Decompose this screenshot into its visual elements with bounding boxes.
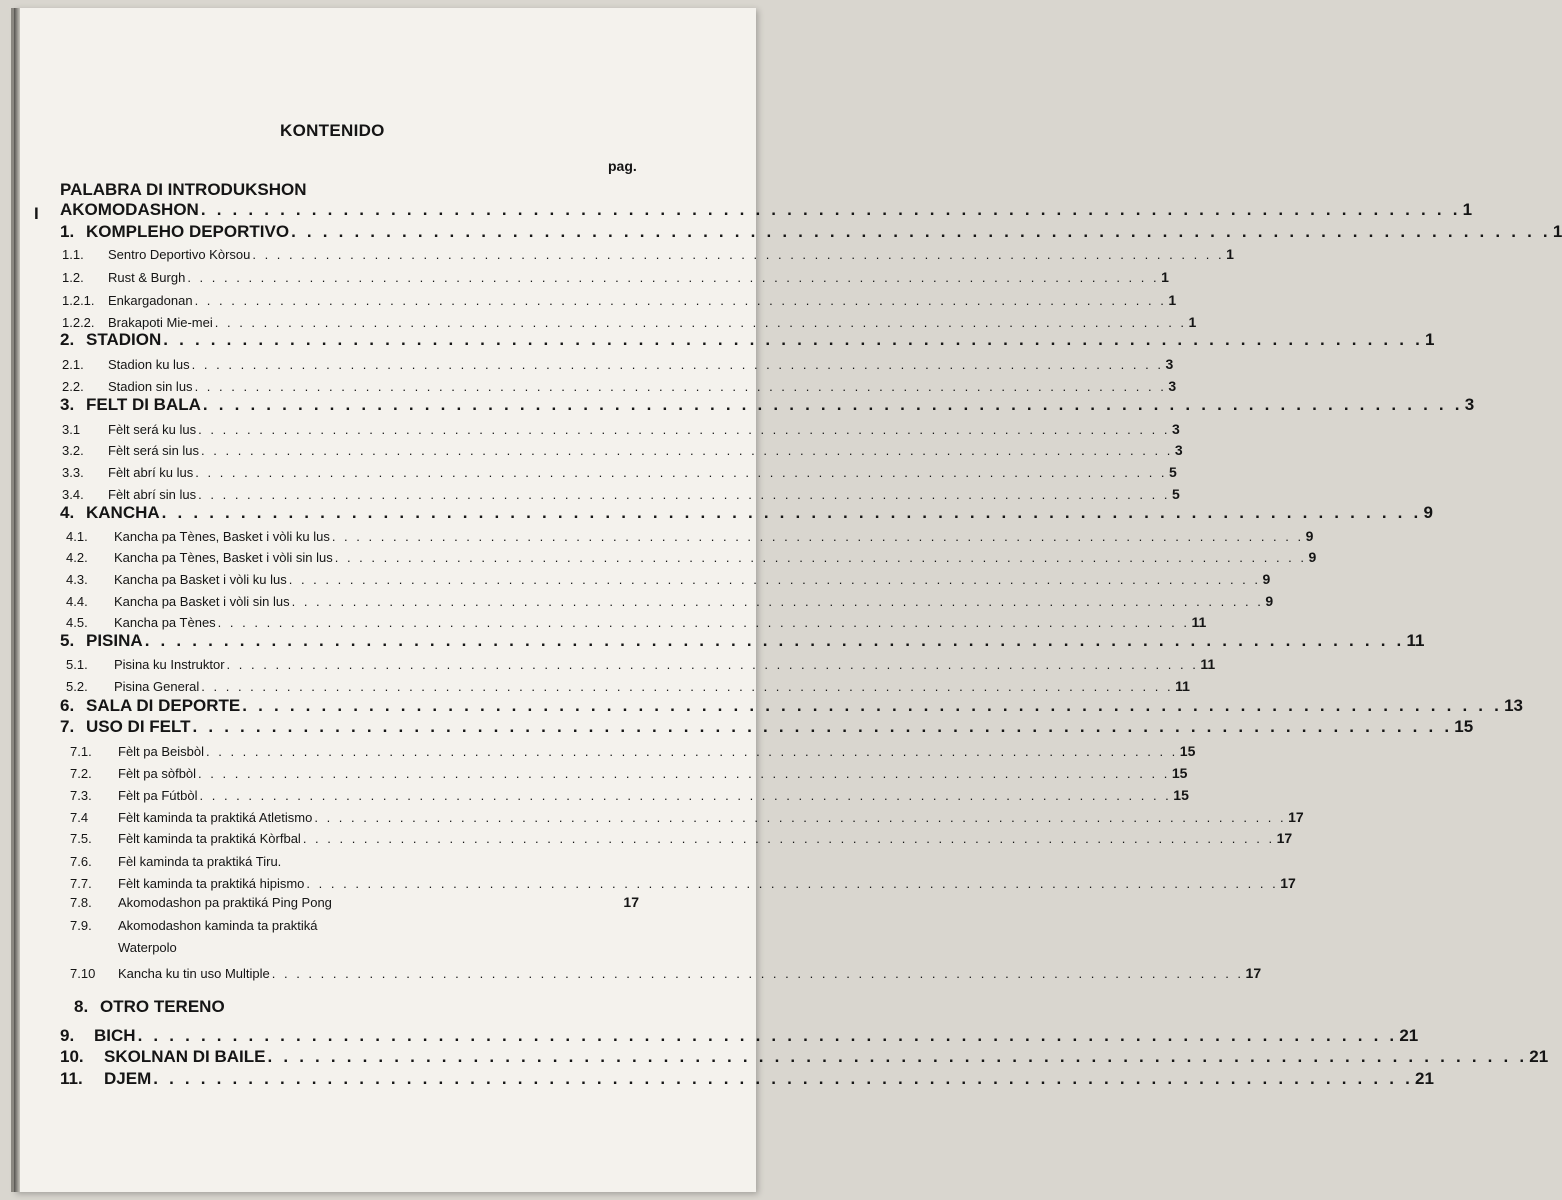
toc-entry-title: Fèlt pa Fútbòl: [118, 788, 198, 803]
dot-leader: . . . . . . . . . . . . . . . . . . . . . . . . . . . . . . . . . . . . . . . . . . . . . . . . . . . . . . . . . . . . . . . . . . . . . . . . . . . . . . . .: [200, 200, 1461, 219]
toc-entry-number: 4.3.: [66, 572, 88, 587]
toc-entry-page: 15: [1454, 717, 1474, 736]
toc-entry: [70, 875, 1296, 891]
toc-entry-title: Akomodashon pa praktiká Ping Pong: [118, 895, 332, 910]
toc-entry-number: 10.: [60, 1047, 84, 1066]
toc-entry: [66, 656, 1216, 672]
toc-entry-number: 4.4.: [66, 594, 88, 609]
toc-entry-page: 13: [1504, 696, 1523, 715]
toc-entry-title: PISINA: [86, 631, 143, 650]
toc-entry: [70, 765, 1188, 781]
toc-entry: [66, 614, 1207, 630]
toc-entry-title: Brakapoti Mie-mei: [108, 315, 213, 330]
toc-entry-number: 7.1.: [70, 744, 92, 759]
toc-entry: [62, 269, 1169, 285]
toc-entry-page: 17: [623, 894, 639, 910]
toc-entry: [60, 631, 1425, 651]
toc-entry: [62, 292, 1177, 308]
toc-entry-number: 5.2.: [66, 679, 88, 694]
toc-entry-title: AKOMODASHON: [60, 200, 199, 219]
toc-entry-page: 1: [1425, 330, 1435, 349]
toc-entry-title: Pisina General: [114, 679, 200, 694]
toc-entry-number: 7.9.: [70, 918, 92, 933]
document-page: [14, 8, 1562, 1192]
toc-entry-number: 1.: [60, 222, 75, 241]
page-column-label: pag.: [608, 158, 637, 174]
toc-entry-title: KANCHA: [86, 503, 160, 522]
toc-entry: [62, 464, 1177, 480]
toc-entry-number: 3.1: [62, 422, 81, 437]
toc-entry: [70, 854, 639, 869]
dot-leader: . . . . . . . . . . . . . . . . . . . . . . . . . . . . . . . . . . . . . . . . . . . . . . . . . . . . . . . . . . . . . . . . . . . . . . . . . . . . . . . .: [306, 876, 1279, 891]
toc-entry-number: 7.: [60, 717, 75, 736]
dot-leader: . . . . . . . . . . . . . . . . . . . . . . . . . . . . . . . . . . . . . . . . . . . . . . . . . . . . . . . . . . . . . . . . . . . . . . . . . . . . . . . .: [267, 1047, 1528, 1066]
dot-leader: . . . . . . . . . . . . . . . . . . . . . . . . . . . . . . . . . . . . . . . . . . . . . . . . . . . . . . . . . . . . . . . . . . . . . . . . . . . . . . . .: [291, 222, 1551, 241]
toc-entry: [62, 378, 1177, 394]
toc-entry-number: 4.5.: [66, 615, 88, 630]
toc-entry-page: 3: [1165, 356, 1174, 372]
toc-entry-title: Kancha pa Tènes: [114, 615, 216, 630]
dot-leader: . . . . . . . . . . . . . . . . . . . . . . . . . . . . . . . . . . . . . . . . . . . . . . . . . . . . . . . . . . . . . . . . . . . . . . . . . . . . . . . .: [288, 572, 1261, 587]
toc-entry-number: 7.7.: [70, 876, 92, 891]
toc-entry-page: 15: [1179, 743, 1196, 759]
toc-entry: [60, 717, 1474, 737]
toc-entry: [70, 787, 1189, 803]
toc-entry-title: STADION: [86, 330, 162, 349]
toc-entry-page: 3: [1174, 442, 1183, 458]
dot-leader: . . . . . . . . . . . . . . . . . . . . . . . . . . . . . . . . . . . . . . . . . . . . . . . . . . . . . . . . . . . . . . . . . . . . . . . . . . . . . . . .: [302, 831, 1275, 846]
toc-entry: [62, 246, 1234, 262]
toc-entry-title: Fèlt abrí sin lus: [108, 487, 197, 502]
dot-leader: . . . . . . . . . . . . . . . . . . . . . . . . . . . . . . . . . . . . . . . . . . . . . . . . . . . . . . . . . . . . . . . . . . . . . . . . . . . . . . . .: [252, 247, 1225, 262]
toc-entry-number: 4.: [60, 503, 75, 522]
toc-entry-number: 3.4.: [62, 487, 84, 502]
toc-entry-title: Kancha pa Basket i vòli ku lus: [114, 572, 287, 587]
toc-entry-number: 3.: [60, 395, 75, 414]
toc-entry-number: 7.4: [70, 810, 89, 825]
toc-entry-page: 9: [1305, 528, 1314, 544]
toc-entry-title: Fèlt kaminda ta praktiká Atletismo: [118, 810, 313, 825]
toc-entry-page: 5: [1171, 486, 1180, 502]
dot-leader: . . . . . . . . . . . . . . . . . . . . . . . . . . . . . . . . . . . . . . . . . . . . . . . . . . . . . . . . . . . . . . . . . . . . . . . . . . . . . . . .: [194, 293, 1167, 308]
toc-entry-title: BICH: [94, 1026, 136, 1045]
toc-entry-title: Waterpolo: [118, 940, 177, 955]
toc-entry-page: 1: [1161, 269, 1169, 285]
toc-entry-number: 1.1.: [62, 247, 84, 262]
toc-entry-number: 6.: [60, 696, 75, 715]
toc-entry: [70, 940, 639, 955]
toc-entry-title: Pisina ku Instruktor: [114, 657, 225, 672]
toc-entry: [70, 918, 639, 933]
dot-leader: . . . . . . . . . . . . . . . . . . . . . . . . . . . . . . . . . . . . . . . . . . . . . . . . . . . . . . . . . . . . . . . . . . . . . . . . . . . . . . . .: [198, 487, 1170, 502]
toc-entry-number: 4.2.: [66, 550, 88, 565]
dot-leader: . . . . . . . . . . . . . . . . . . . . . . . . . . . . . . . . . . . . . . . . . . . . . . . . . . . . . . . . . . . . . . . . . . . . . . . . . . . . . . . .: [137, 1026, 1398, 1045]
toc-entry: [74, 997, 639, 1017]
toc-entry: [62, 314, 1197, 330]
toc-entry-page: 1: [1226, 246, 1234, 262]
toc-entry-number: 7.6.: [70, 854, 92, 869]
toc-entry-number: 3.3.: [62, 465, 84, 480]
toc-entry-number: 9.: [60, 1026, 75, 1045]
dot-leader: . . . . . . . . . . . . . . . . . . . . . . . . . . . . . . . . . . . . . . . . . . . . . . . . . . . . . . . . . . . . . . . . . . . . . . . . . . . . . . . .: [217, 615, 1190, 630]
dot-leader: . . . . . . . . . . . . . . . . . . . . . . . . . . . . . . . . . . . . . . . . . . . . . . . . . . . . . . . . . . . . . . . . . . . . . . . . . . . . . . . .: [214, 315, 1187, 330]
toc-entry-number: 2.2.: [62, 379, 84, 394]
toc-entry-title: SKOLNAN DI BAILE: [104, 1047, 266, 1066]
toc-entry-number: 3.2.: [62, 443, 84, 458]
dot-leader: . . . . . . . . . . . . . . . . . . . . . . . . . . . . . . . . . . . . . . . . . . . . . . . . . . . . . . . . . . . . . . . . . . . . . . . . . . . . . . . .: [201, 679, 1174, 694]
toc-entry-page: 11: [1191, 614, 1207, 630]
toc-entry-number: 1.2.2.: [62, 315, 95, 330]
toc-entry-title: Fèlt pa sòfbòl: [118, 766, 197, 781]
intro-heading: PALABRA DI INTRODUKSHON: [60, 180, 307, 199]
toc-entry-number: 2.: [60, 330, 75, 349]
toc-entry-page: 17: [1276, 830, 1293, 846]
toc-entry-title: Stadion ku lus: [108, 357, 190, 372]
toc-entry-title: USO DI FELT: [86, 717, 191, 736]
dot-leader: . . . . . . . . . . . . . . . . . . . . . . . . . . . . . . . . . . . . . . . . . . . . . . . . . . . . . . . . . . . . . . . . . . . . . . . . . . . . . . . .: [192, 717, 1453, 736]
toc-entry: [66, 593, 1274, 609]
toc-entry-title: Fèlt será sin lus: [108, 443, 200, 458]
toc-entry-page: 11: [1406, 631, 1425, 650]
dot-leader: . . . . . . . . . . . . . . . . . . . . . . . . . . . . . . . . . . . . . . . . . . . . . . . . . . . . . . . . . . . . . . . . . . . . . . . . . . . . . . . .: [144, 631, 1405, 650]
toc-entry-title: Fèl kaminda ta praktiká Tiru.: [118, 854, 282, 869]
dot-leader: . . . . . . . . . . . . . . . . . . . . . . . . . . . . . . . . . . . . . . . . . . . . . . . . . . . . . . . . . . . . . . . . . . . . . . . . . . . . . . . .: [331, 529, 1304, 544]
toc-entry: [62, 421, 1180, 437]
toc-entry: [66, 549, 1317, 565]
toc-entry: [70, 830, 1293, 846]
toc-entry-page: 1: [1168, 292, 1177, 308]
toc-entry-title: KOMPLEHO DEPORTIVO: [86, 222, 290, 241]
toc-entry-title: Fèlt abrí ku lus: [108, 465, 194, 480]
toc-entry: [62, 486, 1180, 502]
toc-entry-page: 11: [1175, 678, 1190, 694]
dot-leader: . . . . . . . . . . . . . . . . . . . . . . . . . . . . . . . . . . . . . . . . . . . . . . . . . . . . . . . . . . . . . . . . . . . . . . . . . . . . . . . .: [191, 357, 1164, 372]
page-title: KONTENIDO: [280, 121, 385, 140]
toc-entry-page: 11: [1200, 656, 1216, 672]
toc-entry-page: 5: [1169, 464, 1177, 480]
toc-entry-number: 7.3.: [70, 788, 92, 803]
toc-entry-title: Kancha ku tin uso Multiple: [118, 966, 270, 981]
dot-leader: . . . . . . . . . . . . . . . . . . . . . . . . . . . . . . . . . . . . . . . . . . . . . . . . . . . . . . . . . . . . . . . . . . . . . . . . . . . . . . . .: [153, 1069, 1414, 1088]
dot-leader: . . . . . . . . . . . . . . . . . . . . . . . . . . . . . . . . . . . . . . . . . . . . . . . . . . . . . . . . . . . . . . . . . . . . . . . . . . . . . . . .: [187, 270, 1160, 285]
toc-entry-number: 7.2.: [70, 766, 92, 781]
toc-entry-number: 11.: [60, 1069, 83, 1088]
toc-entry: [70, 809, 1304, 825]
toc-entry-page: 9: [1308, 549, 1317, 565]
toc-entry-page: 1: [1188, 314, 1197, 330]
toc-entry-page: 3: [1168, 378, 1177, 394]
toc-entry-page: 9: [1262, 571, 1271, 587]
toc-entry-title: Kancha pa Tènes, Basket i vòli ku lus: [114, 529, 330, 544]
toc-entry: [60, 222, 1562, 242]
toc-entry-title: Stadion sin lus: [108, 379, 193, 394]
toc-entry: [70, 965, 1262, 981]
toc-entry-page: 1: [1462, 200, 1473, 219]
toc-entry-number: 7.5.: [70, 831, 92, 846]
toc-entry-title: Fèlt kaminda ta praktiká hipismo: [118, 876, 305, 891]
toc-entry-page: 17: [1245, 965, 1262, 981]
dot-leader: . . . . . . . . . . . . . . . . . . . . . . . . . . . . . . . . . . . . . . . . . . . . . . . . . . . . . . . . . . . . . . . . . . . . . . . . . . . . . . . .: [202, 395, 1463, 414]
toc-entry-page: 21: [1399, 1026, 1419, 1045]
toc-entry: [70, 894, 639, 910]
toc-entry-page: 17: [1280, 875, 1296, 891]
toc-entry: [62, 442, 1183, 458]
toc-entry-number: 7.8.: [70, 895, 92, 910]
toc-entry: [66, 571, 1271, 587]
toc-entry: [66, 528, 1314, 544]
toc-entry-title: Kancha pa Tènes, Basket i vòli sin lus: [114, 550, 333, 565]
toc-entry: [60, 330, 1435, 350]
toc-entry: [60, 1069, 1434, 1089]
toc-entry: [62, 356, 1174, 372]
toc-entry-title: DJEM: [104, 1069, 152, 1088]
dot-leader: . . . . . . . . . . . . . . . . . . . . . . . . . . . . . . . . . . . . . . . . . . . . . . . . . . . . . . . . . . . . . . . . . . . . . . . . . . . . . . . .: [198, 422, 1170, 437]
dot-leader: . . . . . . . . . . . . . . . . . . . . . . . . . . . . . . . . . . . . . . . . . . . . . . . . . . . . . . . . . . . . . . . . . . . . . . . . . . . . . . . .: [161, 503, 1422, 522]
toc-entry-title: FELT DI BALA: [86, 395, 201, 414]
dot-leader: . . . . . . . . . . . . . . . . . . . . . . . . . . . . . . . . . . . . . . . . . . . . . . . . . . . . . . . . . . . . . . . . . . . . . . . . . . . . . . . .: [206, 744, 1178, 759]
dot-leader: . . . . . . . . . . . . . . . . . . . . . . . . . . . . . . . . . . . . . . . . . . . . . . . . . . . . . . . . . . . . . . . . . . . . . . . . . . . . . . . .: [194, 379, 1167, 394]
dot-leader: . . . . . . . . . . . . . . . . . . . . . . . . . . . . . . . . . . . . . . . . . . . . . . . . . . . . . . . . . . . . . . . . . . . . . . . . . . . . . . . .: [242, 696, 1503, 715]
toc-entry: [60, 200, 1473, 220]
toc-entry-page: 1: [1552, 222, 1562, 241]
toc-entry-number: 8.: [74, 997, 89, 1016]
toc-entry-page: 21: [1415, 1069, 1434, 1088]
dot-leader: . . . . . . . . . . . . . . . . . . . . . . . . . . . . . . . . . . . . . . . . . . . . . . . . . . . . . . . . . . . . . . . . . . . . . . . . . . . . . . . .: [199, 788, 1172, 803]
toc-entry-number: 5.: [60, 631, 75, 650]
toc-entry: [60, 503, 1433, 523]
toc-entry: [70, 743, 1196, 759]
toc-entry-title: OTRO TERENO: [100, 997, 225, 1016]
toc-entry-number: 4.1.: [66, 529, 88, 544]
dot-leader: . . . . . . . . . . . . . . . . . . . . . . . . . . . . . . . . . . . . . . . . . . . . . . . . . . . . . . . . . . . . . . . . . . . . . . . . . . . . . . . .: [198, 766, 1170, 781]
dot-leader: . . . . . . . . . . . . . . . . . . . . . . . . . . . . . . . . . . . . . . . . . . . . . . . . . . . . . . . . . . . . . . . . . . . . . . . . . . . . . . . .: [201, 443, 1173, 458]
toc-entry-number: 1.2.: [62, 270, 84, 285]
toc-entry-title: SALA DI DEPORTE: [86, 696, 241, 715]
toc-entry-page: 3: [1171, 421, 1180, 437]
toc-entry-number: 1.2.1.: [62, 293, 95, 308]
toc-entry-page: 15: [1171, 765, 1188, 781]
toc-entry-page: 3: [1464, 395, 1475, 414]
dot-leader: . . . . . . . . . . . . . . . . . . . . . . . . . . . . . . . . . . . . . . . . . . . . . . . . . . . . . . . . . . . . . . . . . . . . . . . . . . . . . . . .: [226, 657, 1199, 672]
toc-entry-page: 15: [1173, 787, 1189, 803]
toc-entry-number: 7.10: [70, 966, 96, 981]
toc-entry-title: Fèlt kaminda ta praktiká Kòrfbal: [118, 831, 301, 846]
dot-leader: . . . . . . . . . . . . . . . . . . . . . . . . . . . . . . . . . . . . . . . . . . . . . . . . . . . . . . . . . . . . . . . . . . . . . . . . . . . . . . . .: [195, 465, 1168, 480]
toc-entry-title: Sentro Deportivo Kòrsou: [108, 247, 251, 262]
toc-entry-title: Enkargadonan: [108, 293, 193, 308]
toc-entry: [60, 696, 1523, 716]
dot-leader: . . . . . . . . . . . . . . . . . . . . . . . . . . . . . . . . . . . . . . . . . . . . . . . . . . . . . . . . . . . . . . . . . . . . . . . . . . . . . . . .: [163, 330, 1424, 349]
toc-entry: [60, 1047, 1549, 1067]
dot-leader: . . . . . . . . . . . . . . . . . . . . . . . . . . . . . . . . . . . . . . . . . . . . . . . . . . . . . . . . . . . . . . . . . . . . . . . . . . . . . . . .: [314, 810, 1287, 825]
toc-entry-title: Kancha pa Basket i vòli sin lus: [114, 594, 290, 609]
dot-leader: . . . . . . . . . . . . . . . . . . . . . . . . . . . . . . . . . . . . . . . . . . . . . . . . . . . . . . . . . . . . . . . . . . . . . . . . . . . . . . . .: [271, 966, 1244, 981]
toc-entry-page: 9: [1265, 593, 1274, 609]
toc-entry-title: Fèlt será ku lus: [108, 422, 197, 437]
toc-entry: [60, 1026, 1419, 1046]
toc-entry-number: 2.1.: [62, 357, 84, 372]
dot-leader: . . . . . . . . . . . . . . . . . . . . . . . . . . . . . . . . . . . . . . . . . . . . . . . . . . . . . . . . . . . . . . . . . . . . . . . . . . . . . . . .: [291, 594, 1264, 609]
binding-gutter: [14, 8, 20, 1192]
toc-entry-page: 21: [1529, 1047, 1549, 1066]
roman-numeral: I: [34, 204, 39, 223]
toc-entry-title: Akomodashon kaminda ta praktiká: [118, 918, 318, 933]
toc-entry-page: 17: [1288, 809, 1304, 825]
toc-entry-number: 5.1.: [66, 657, 88, 672]
toc-entry-title: Fèlt pa Beisbòl: [118, 744, 204, 759]
toc-entry-title: Rust & Burgh: [108, 270, 186, 285]
toc-entry: [60, 395, 1475, 415]
toc-entry-page: 9: [1423, 503, 1433, 522]
dot-leader: . . . . . . . . . . . . . . . . . . . . . . . . . . . . . . . . . . . . . . . . . . . . . . . . . . . . . . . . . . . . . . . . . . . . . . . . . . . . . . . .: [334, 550, 1307, 565]
toc-entry: [66, 678, 1190, 694]
